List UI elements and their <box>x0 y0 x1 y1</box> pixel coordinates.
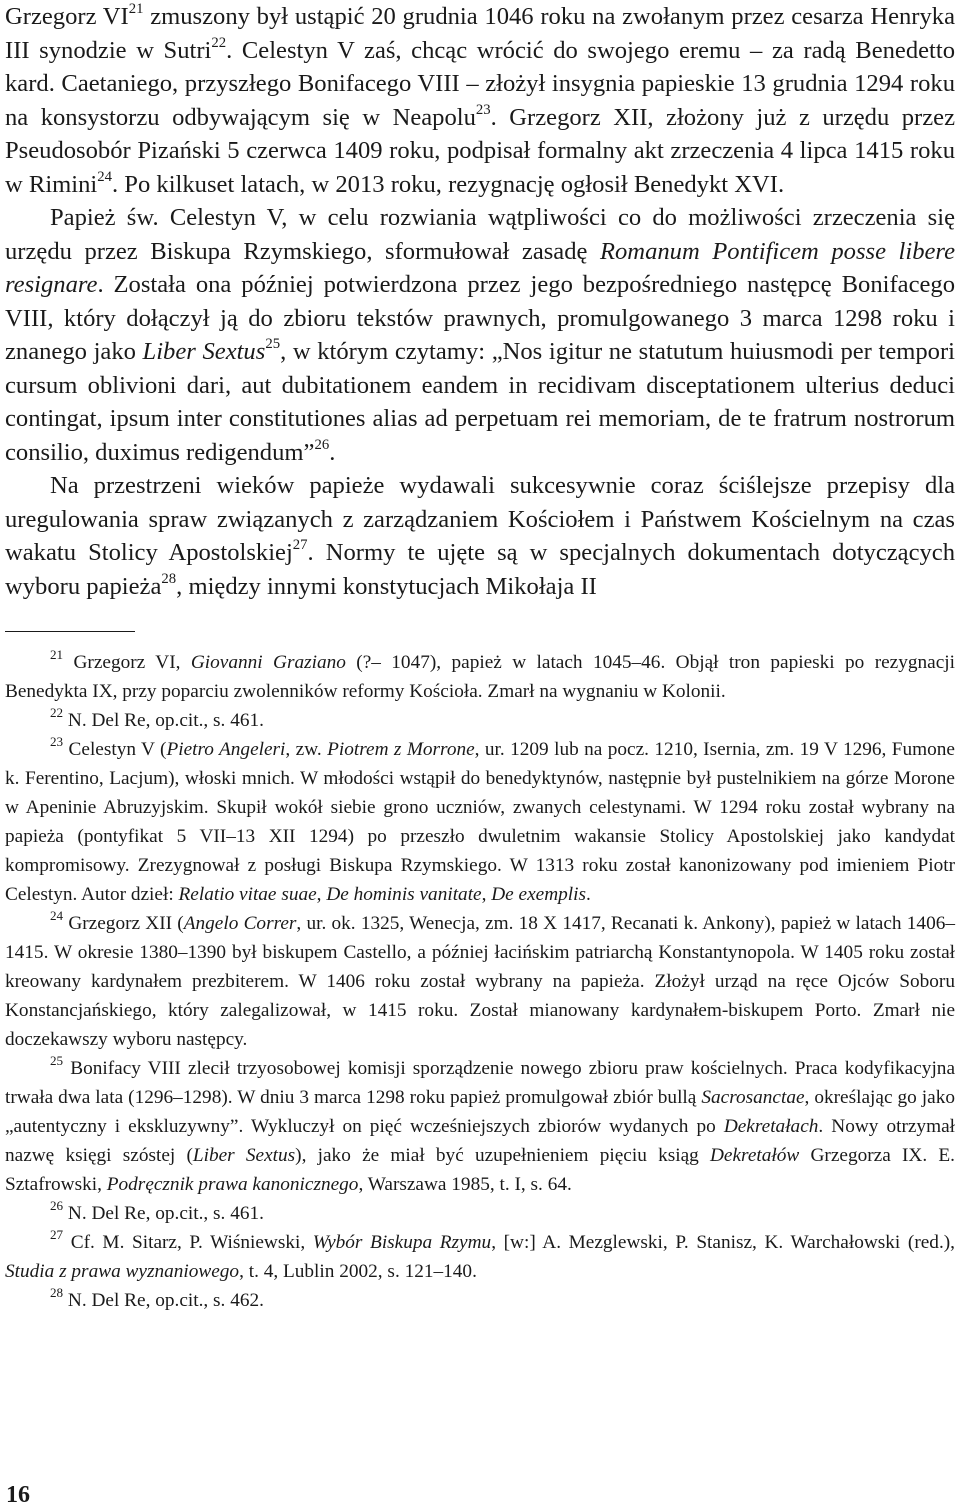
page <box>5 0 955 1315</box>
footnote-22 <box>5 706 955 735</box>
footnote-ref: 22 <box>211 34 227 51</box>
italic-text: De exemplis <box>491 884 587 905</box>
text: N. Del Re, op.cit., s. 461. <box>63 1203 264 1224</box>
text: . Po kilkuset latach, w 2013 roku, rezygnację ogłosił Benedykt XVI. <box>112 170 785 198</box>
text: Cf. M. Sitarz, P. Wiśniewski, <box>63 1232 313 1253</box>
footnote-ref: 24 <box>97 168 112 185</box>
text: , między innymi konstytucjach Mikołaja II <box>176 572 597 600</box>
text: . Normy te ujęte są w specjalnych dokumentach dotyczących wyboru papieża <box>5 539 955 600</box>
footnote-ref: 25 <box>265 336 281 353</box>
italic-text: Studia z prawa wyznaniowego <box>5 1261 240 1282</box>
text: ), jako że miał być uzupełnieniem pięciu ksiąg <box>295 1145 710 1166</box>
footnote-number: 21 <box>50 647 64 663</box>
text: . Nowy otrzymał nazwę księgi szóstej ( <box>5 1116 955 1166</box>
italic-text: Angelo Correr <box>183 913 297 934</box>
text: , ur. ok. 1325, Wenecja, zm. 18 X 1417, Recanati k. Ankony), papież w latach 1406–1415. W okresie 1380–1390 był biskupem Castello, a później łacińskim patriarchą Konstantynopola. W 1405 roku został kreowany kardynałem prezbiterem. W 1406 roku został wybrany na papieża. Złożył urząd na ręce Ojców Soboru Konstancjańskiego, który zalegalizował, w 1415 roku. Został mianowany kardynałem-biskupem Porto. Zmarł nie doczekawszy wyboru następcy. <box>5 913 955 1050</box>
text: N. Del Re, op.cit., s. 462. <box>63 1290 264 1311</box>
text: , zw. <box>285 739 328 760</box>
text: , <box>481 884 492 905</box>
italic-text: De hominis vanitate <box>326 884 482 905</box>
italic-text: Liber Sextus <box>142 338 266 365</box>
footnote-23 <box>5 735 955 909</box>
footnote-separator <box>5 631 135 632</box>
text: , t. 4, Lublin 2002, s. 121–140. <box>239 1261 477 1282</box>
text: Grzegorz VI, <box>63 652 191 673</box>
footnote-21 <box>5 648 955 706</box>
text: , [w:] A. Mezglewski, P. Stanisz, K. Warchałowski (red.), <box>491 1232 956 1253</box>
footnote-number: 25 <box>50 1053 64 1069</box>
italic-text: Romanum Pontificem posse libere resignare <box>5 237 955 298</box>
paragraph-2 <box>5 201 955 469</box>
italic-text: Dekretałach <box>723 1116 819 1137</box>
text: Celestyn V ( <box>63 739 167 760</box>
footnote-number: 26 <box>50 1198 64 1214</box>
text: , w którym czytamy: „Nos igitur ne statutum huiusmodi per tempori cursum oblivioni dari, aut dubitationem eandem in recidivam disceptationem ulterius deduci contingat, ipsum inter constitutiones alias ad perpetuam rei memoriam, de te fratrum nostrorum consilio, duximus redigendum” <box>5 338 955 466</box>
text: Bonifacy VIII zlecił trzyosobowej komisji sporządzenie nowego zbioru praw kościelnych. Praca kodyfikacyjna trwała dwa lata (1296–1298). W dniu 3 marca 1298 roku papież promulgował zbiór bullą <box>5 1058 955 1108</box>
footnote-27 <box>5 1228 955 1286</box>
text: Grzegorz XII ( <box>63 913 184 934</box>
footnote-ref: 26 <box>314 436 330 453</box>
footnote-number: 27 <box>50 1227 64 1243</box>
footnote-ref: 23 <box>475 101 491 118</box>
text: . <box>586 884 591 905</box>
footnote-number: 24 <box>50 908 64 924</box>
text: Grzegorz VI <box>5 3 129 30</box>
footnote-ref: 28 <box>161 570 177 587</box>
italic-text: Wybór Biskupa Rzymu <box>312 1232 492 1253</box>
text: . Grzegorz XII, złożony już z urzędu przez Pseudosobór Pizański 5 czerwca 1409 roku, podpisał formalny akt zrzeczenia 4 lipca 1415 roku w Rimini <box>5 103 955 198</box>
footnote-ref: 27 <box>292 537 308 554</box>
italic-text: Pietro Angeleri <box>166 739 286 760</box>
text: , określając go jako „autentyczny i ekskluzywny”. Wykluczył on pięć wcześniejszych zbiorów wydanych po <box>5 1087 955 1137</box>
footnote-number: 23 <box>50 734 64 750</box>
text: . Celestyn V zaś, chcąc wrócić do swojego eremu – za radą Benedetto kard. Caetaniego, przyszłego Bonifacego VIII – złożył insygnia papieskie 13 grudnia 1294 roku na konsystorzu odbywającym się w Neapolu <box>5 36 956 131</box>
italic-text: Relatio vitae suae <box>178 884 317 905</box>
footnote-ref: 21 <box>128 1 144 18</box>
italic-text: Sacrosanctae <box>701 1087 805 1108</box>
text: , ur. 1209 lub na pocz. 1210, Isernia, zm. 19 V 1296, Fumone k. Ferentino, Lacjum), włoski mnich. W młodości wstąpił do benedyktynów, następnie był pustelnikiem na górze Morone w Apeninie Abruzyjskim. Skupił wokół siebie grono uczniów, zwanych celestynami. W 1294 roku został wybrany na papieża (pontyfikat 5 VII–13 XII 1294) po przeszło dwuletnim wakansie Stolicy Apostolskiej jako kandydat kompromisowy. Zrezygnował z posługi Biskupa Rzymskiego. W 1313 roku został kanonizowany pod imieniem Piotr Celestyn. Autor dzieł: <box>5 739 955 905</box>
paragraph-1 <box>5 0 955 201</box>
text: (?– 1047), papież w latach 1045–46. Objął tron papieski po rezygnacji Benedykta IX, przy poparciu zwolenników reformy Kościoła. Zmarł na wygnaniu w Kolonii. <box>5 652 955 702</box>
footnote-number: 22 <box>50 705 64 721</box>
italic-text: Podręcznik prawa kanonicznego <box>106 1174 359 1195</box>
page-number: 16 <box>6 1482 30 1508</box>
footnotes <box>5 648 955 1315</box>
footnote-26 <box>5 1199 955 1228</box>
text: zmuszony był ustąpić 20 grudnia 1046 roku na zwołanym przez cesarza Henryka III synodzie w Sutri <box>5 3 955 64</box>
footnote-number: 28 <box>50 1285 64 1301</box>
text: Na przestrzeni wieków papieże wydawali sukcesywnie coraz ściślejsze przepisy dla uregulowania spraw związanych z zarządzaniem Kościołem i Państwem Kościelnym na czas wakatu Stolicy Apostolskiej <box>5 472 955 566</box>
paragraph-3 <box>5 469 955 603</box>
text: , Warszawa 1985, t. I, s. 64. <box>358 1174 572 1195</box>
text: N. Del Re, op.cit., s. 461. <box>63 710 264 731</box>
italic-text: Piotrem z Morrone <box>327 739 475 760</box>
text: Papież św. Celestyn V, w celu rozwiania wątpliwości co do możliwości zrzeczenia się urzędu przez Biskupa Rzymskiego, sformułował zasadę <box>5 204 955 265</box>
italic-text: Giovanni Graziano <box>190 652 346 673</box>
text: Grzegorza IX. E. Sztafrowski, <box>5 1145 955 1195</box>
italic-text: Dekretałów <box>710 1145 800 1166</box>
footnote-25 <box>5 1054 955 1199</box>
text: . Została ona później potwierdzona przez jego bezpośredniego następcę Bonifacego VIII, który dołączył ją do zbioru tekstów prawnych, promulgowanego 3 marca 1298 roku i znanego jako <box>5 271 955 365</box>
text: . <box>329 438 336 466</box>
main-text <box>5 0 955 603</box>
text: , <box>316 884 327 905</box>
italic-text: Liber Sextus <box>192 1145 296 1166</box>
footnote-24 <box>5 909 955 1054</box>
footnote-28 <box>5 1286 955 1315</box>
